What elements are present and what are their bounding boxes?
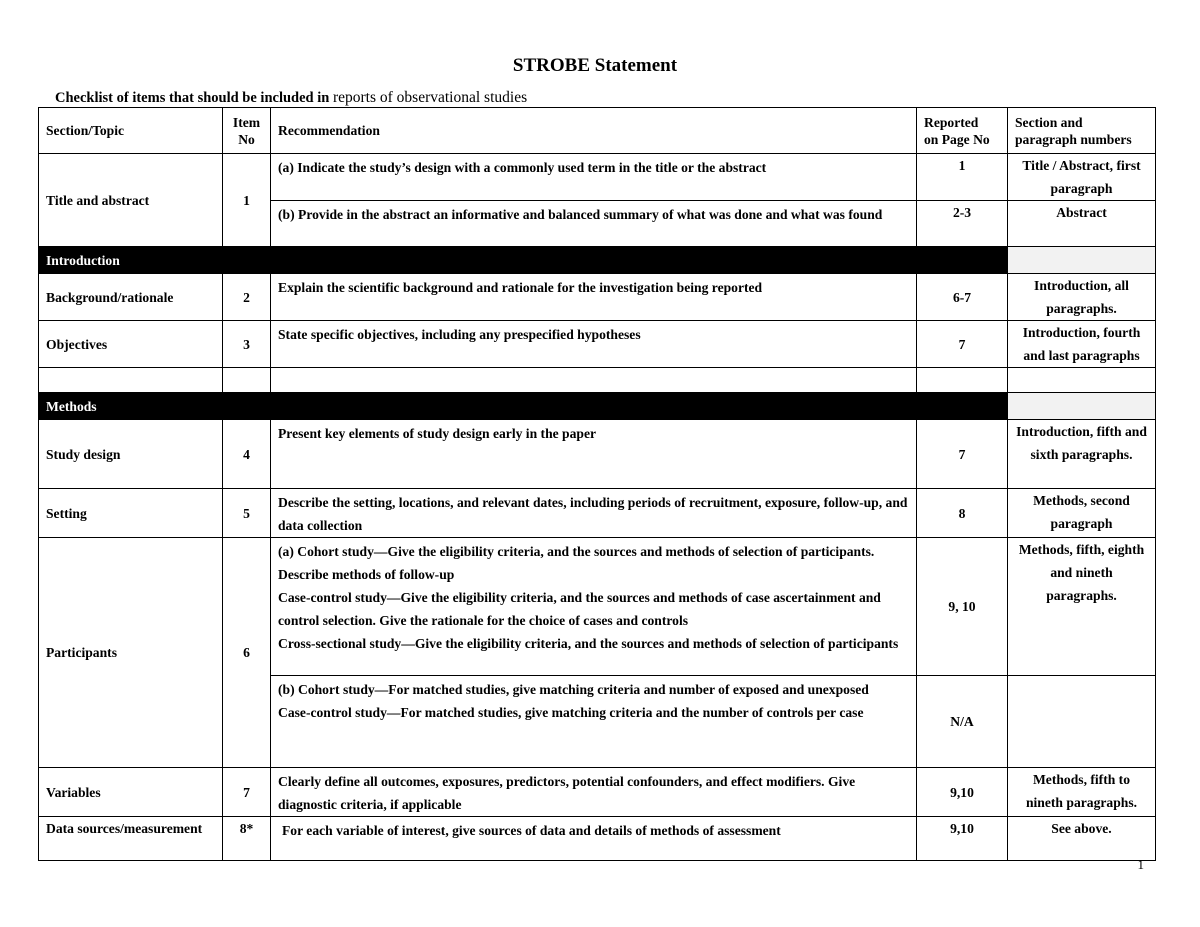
table-row: [39, 768, 1156, 817]
recommendation-6a-cohort: (a) Cohort study—Give the eligibility criteria, and the sources and methods of selection of participants. Describe methods of follow-up: [278, 544, 875, 582]
table-header-row: [39, 108, 1156, 154]
section-band-introduction: [39, 247, 1156, 274]
page-1a: 1: [917, 154, 1008, 201]
item-no-3: 3: [223, 321, 271, 368]
page-1b: 2-3: [917, 201, 1008, 247]
location-1a: Title / Abstract, first paragraph: [1008, 154, 1156, 201]
location-7: Methods, fifth to nineth paragraphs.: [1008, 768, 1156, 817]
header-section-topic: Section/Topic: [39, 108, 223, 154]
page-5: 8: [917, 489, 1008, 538]
recommendation-6b-case-control: Case-control study—For matched studies, give matching criteria and the number of controls per case: [278, 705, 864, 720]
recommendation-6b-cohort: (b) Cohort study—For matched studies, give matching criteria and number of exposed and unexposed: [278, 682, 869, 697]
page-6a: 9, 10: [917, 538, 1008, 676]
table-row: [39, 538, 1156, 676]
location-5: Methods, second paragraph: [1008, 489, 1156, 538]
location-4: Introduction, fifth and sixth paragraphs.: [1008, 420, 1156, 489]
topic-variables: Variables: [39, 768, 223, 817]
recommendation-5: Describe the setting, locations, and relevant dates, including periods of recruitment, exposure, follow-up, and data collection: [271, 489, 917, 538]
table-row: [39, 817, 1156, 861]
section-band-methods: [39, 393, 1156, 420]
recommendation-6b: [271, 676, 917, 768]
location-8: See above.: [1008, 817, 1156, 861]
subtitle-bold: Checklist of items that should be included in: [55, 90, 333, 106]
page-7: 9,10: [917, 768, 1008, 817]
location-3: Introduction, fourth and last paragraphs: [1008, 321, 1156, 368]
topic-study-design: Study design: [39, 420, 223, 489]
item-no-6: 6: [223, 538, 271, 768]
recommendation-6a-case-control: Case-control study—Give the eligibility criteria, and the sources and methods of case ascertainment and control selection. Give the rationale for the choice of cases and controls: [278, 590, 881, 628]
location-6b: [1008, 676, 1156, 768]
recommendation-1a: (a) Indicate the study’s design with a commonly used term in the title or the abstract: [271, 154, 917, 201]
table-row: [39, 274, 1156, 321]
topic-data-sources: Data sources/measurement: [39, 817, 223, 861]
header-recommendation: Recommendation: [271, 108, 917, 154]
item-no-4: 4: [223, 420, 271, 489]
page-3: 7: [917, 321, 1008, 368]
recommendation-4: Present key elements of study design early in the paper: [271, 420, 917, 489]
location-2: Introduction, all paragraphs.: [1008, 274, 1156, 321]
document-subtitle: [55, 89, 527, 107]
page-6b: N/A: [917, 676, 1008, 768]
recommendation-6a: [271, 538, 917, 676]
topic-setting: Setting: [39, 489, 223, 538]
recommendation-8: For each variable of interest, give sources of data and details of methods of assessment: [271, 817, 917, 861]
page-4: 7: [917, 420, 1008, 489]
recommendation-7: Clearly define all outcomes, exposures, predictors, potential confounders, and effect modifiers. Give diagnostic criteria, if applicable: [271, 768, 917, 817]
recommendation-1b: (b) Provide in the abstract an informative and balanced summary of what was done and what was found: [271, 201, 917, 247]
item-no-2: 2: [223, 274, 271, 321]
document-title: STROBE Statement: [512, 55, 678, 76]
item-no-5: 5: [223, 489, 271, 538]
topic-title-abstract: Title and abstract: [39, 154, 223, 247]
topic-background: Background/rationale: [39, 274, 223, 321]
recommendation-3: State specific objectives, including any prespecified hypotheses: [271, 321, 917, 368]
subtitle-rest: reports of observational studies: [332, 89, 528, 106]
strobe-checklist-table: [38, 107, 1156, 861]
page-2: 6-7: [917, 274, 1008, 321]
table-row: [39, 489, 1156, 538]
item-no-7: 7: [223, 768, 271, 817]
header-reported-page: Reported on Page No: [917, 108, 1008, 154]
header-item-no: Item No: [223, 108, 271, 154]
header-section-paragraph: Section and paragraph numbers: [1008, 108, 1156, 154]
table-row: [39, 154, 1156, 201]
recommendation-2: Explain the scientific background and rationale for the investigation being reported: [271, 274, 917, 321]
topic-participants: Participants: [39, 538, 223, 768]
table-row: [39, 420, 1156, 489]
item-no-8: 8*: [223, 817, 271, 861]
section-label-introduction: Introduction: [39, 247, 1008, 274]
location-6a: Methods, fifth, eighth and nineth paragraphs.: [1008, 538, 1156, 676]
page-number: 1: [1137, 857, 1144, 872]
section-label-methods: Methods: [39, 393, 1008, 420]
page-8: 9,10: [917, 817, 1008, 861]
topic-objectives: Objectives: [39, 321, 223, 368]
item-no-1: 1: [223, 154, 271, 247]
recommendation-6a-cross-sectional: Cross-sectional study—Give the eligibility criteria, and the sources and methods of selection of participants: [278, 636, 899, 651]
table-row-empty: [39, 368, 1156, 393]
location-1b: Abstract: [1008, 201, 1156, 247]
table-row: [39, 321, 1156, 368]
